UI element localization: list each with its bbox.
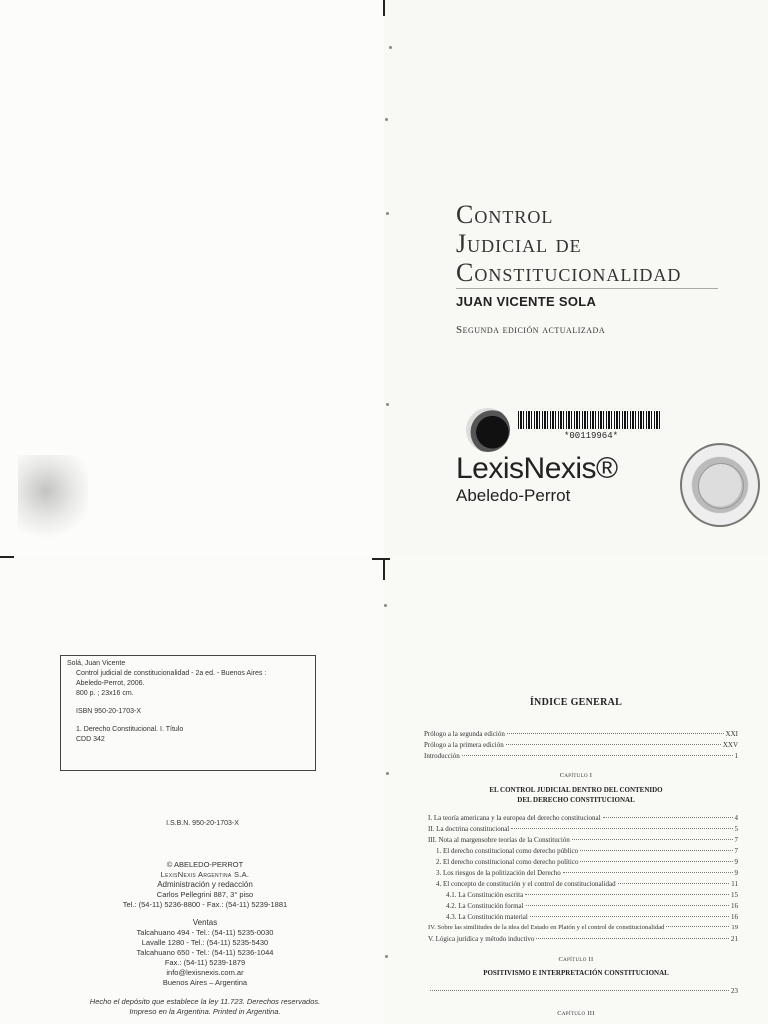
toc-row[interactable]: II. La doctrina constitucional 5 bbox=[428, 825, 738, 833]
legal-notice bbox=[60, 997, 350, 1017]
scan-speck bbox=[385, 118, 388, 121]
chapter-label: Capítulo III bbox=[557, 1010, 595, 1017]
fold-mark-top bbox=[383, 0, 385, 16]
barcode-number: *00119964* bbox=[564, 431, 619, 441]
crop-mark-center bbox=[372, 558, 390, 560]
title-line: Constitucionalidad bbox=[456, 258, 682, 287]
sales-line: Lavalle 1280 - Tel.: (54-11) 5235-5430 bbox=[141, 938, 269, 947]
chapter-label: Capítulo I bbox=[559, 772, 593, 779]
contact-email: info@lexisnexis.com.ar bbox=[166, 968, 244, 977]
admin-phone: Tel.: (54-11) 5236-8800 - Fax.: (54-11) 5239-1881 bbox=[122, 900, 288, 909]
title-line: Control bbox=[456, 200, 554, 229]
catalog-line: Abeledo-Perrot, 2006. bbox=[76, 680, 145, 687]
scan-speck bbox=[384, 604, 387, 607]
sales-line: Talcahuano 650 - Tel.: (54-11) 5236-1044 bbox=[136, 948, 274, 957]
legal-line: Impreso en la Argentina. Printed in Argentina. bbox=[129, 1007, 281, 1016]
toc-row[interactable]: IV. Sobre las similitudes de la idea del Estado en Platón y el control de constitucionalidad 19 bbox=[428, 924, 738, 931]
toc-row[interactable]: III. Nota al margensobre teorías de la Constitución 7 bbox=[428, 836, 738, 844]
title-rule bbox=[456, 288, 718, 289]
copyright-notice: © ABELEDO-PERROT bbox=[166, 860, 244, 869]
chapter-title bbox=[384, 785, 768, 805]
catalog-author: Solá, Juan Vicente bbox=[67, 660, 126, 667]
chapter-title-line: EL CONTROL JUDICIAL DENTRO DEL CONTENIDO bbox=[489, 786, 663, 794]
imprint-name: Abeledo-Perrot bbox=[456, 486, 571, 505]
scan-speck bbox=[386, 403, 389, 406]
toc-row[interactable]: Introducción 1 bbox=[424, 752, 738, 760]
admin-heading: Administración y redacción bbox=[157, 880, 253, 889]
chapter-title-line: DEL DERECHO CONSTITUCIONAL bbox=[517, 796, 635, 804]
toc-row[interactable]: 23 bbox=[428, 986, 738, 996]
scan-speck bbox=[386, 212, 389, 215]
library-seal-stamp bbox=[680, 443, 760, 527]
toc-row[interactable]: 4.3. La Constitución material 16 bbox=[446, 913, 738, 921]
publisher-name: LexisNexis® bbox=[456, 452, 618, 485]
lexisnexis-logo-icon bbox=[466, 408, 510, 452]
legal-line: Hecho el depósito que establece la ley 11.723. Derechos reservados. bbox=[89, 997, 321, 1006]
toc-row[interactable]: Prólogo a la segunda edición XXI bbox=[424, 730, 738, 738]
barcode bbox=[518, 411, 662, 429]
toc-row[interactable]: 4.1. La Constitución escrita 15 bbox=[446, 891, 738, 899]
toc-row[interactable]: V. Lógica jurídica y método inductivo 21 bbox=[428, 935, 738, 943]
fold-mark-center bbox=[383, 558, 385, 580]
scan-speck bbox=[389, 46, 392, 49]
chapter-label: Capítulo II bbox=[558, 956, 594, 963]
catalog-line: Control judicial de constitucionalidad - 2a ed. - Buenos Aires : bbox=[76, 670, 267, 677]
index-title: ÍNDICE GENERAL bbox=[529, 697, 623, 708]
toc-row[interactable]: 4.2. La Constitución formal 16 bbox=[446, 902, 738, 910]
chapter-title: POSITIVISMO E INTERPRETACIÓN CONSTITUCIONAL bbox=[483, 969, 669, 977]
seal-inner-ring bbox=[698, 463, 744, 509]
sales-line: Talcahuano 494 - Tel.: (54-11) 5235-0030 bbox=[136, 928, 274, 937]
edition-label: Segunda edición actualizada bbox=[456, 324, 606, 336]
toc-row[interactable]: 1. El derecho constitucional como derecho público 7 bbox=[436, 847, 738, 855]
admin-address: Carlos Pellegrini 887, 3° piso bbox=[156, 890, 254, 899]
company-name: LexisNexis Argentina S.A. bbox=[160, 870, 250, 879]
catalog-isbn: ISBN 950-20-1703-X bbox=[76, 708, 141, 715]
toc-row[interactable]: 3. Los riesgos de la politización del Derecho 9 bbox=[436, 869, 738, 877]
author-name: JUAN VICENTE SOLA bbox=[456, 294, 597, 309]
catalog-cdd: CDD 342 bbox=[76, 736, 105, 743]
scan-noise bbox=[18, 455, 88, 545]
catalog-record bbox=[60, 655, 316, 771]
sales-fax: Fax.: (54-11) 5239-1879 bbox=[164, 958, 246, 967]
catalog-line: 800 p. ; 23x16 cm. bbox=[76, 690, 134, 697]
title-line: Judicial de bbox=[456, 229, 582, 258]
sales-heading: Ventas bbox=[192, 918, 218, 927]
toc-row[interactable]: I. La teoría americana y la europea del derecho constitucional 4 bbox=[428, 814, 738, 822]
publisher-city: Buenos Aires – Argentina bbox=[162, 978, 248, 987]
toc-row[interactable]: Prólogo a la primera edición XXV bbox=[424, 741, 738, 749]
crop-mark-left bbox=[0, 556, 14, 558]
catalog-subject: 1. Derecho Constitucional. I. Título bbox=[76, 726, 184, 733]
isbn-line: I.S.B.N. 950-20-1703-X bbox=[166, 820, 239, 827]
toc-row[interactable]: 2. El derecho constitucional como derecho político 9 bbox=[436, 858, 738, 866]
toc-row[interactable]: 4. El concepto de constitución y el control de constitucionalidad 11 bbox=[436, 880, 738, 888]
publisher-info bbox=[60, 860, 350, 988]
book-title bbox=[456, 200, 746, 287]
